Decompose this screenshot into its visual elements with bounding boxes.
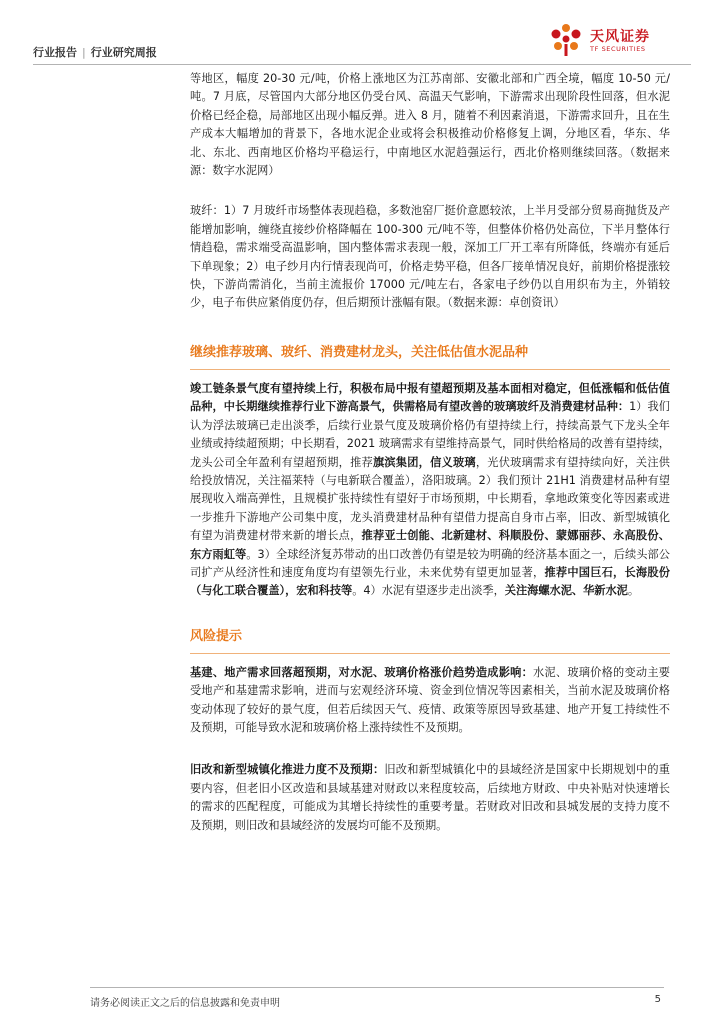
risk-paragraph-2 [190,761,670,835]
recommended-stocks-building-materials: 推荐亚士创能、北新建材、科顺股份、蒙娜丽莎、永高股份、东方雨虹等 [190,529,670,561]
report-type-label: 行业报告 [33,46,77,59]
section-divider [190,369,670,370]
risk-1-heading: 基建、地产需求回落超预期，对水泥、玻璃价格涨价趋势造成影响： [190,665,534,679]
cement-paragraph: 等地区，幅度 20-30 元/吨，价格上涨地区为江苏南部、安徽北部和广西全境，幅度 10-50 元/吨。7 月底，尽管国内大部分地区仍受台风、高温天气影响，下游需求出现阶段性回落，但水泥价格已经企稳，局部地区出现小幅反弹。进入 8 月，随着不利因素消退，下游需求回升，且在生产成本大幅增加的背景下，各地水泥企业或将会积极推动价格修复上调，分地区看，华东、华北、东北、西南地区价格均平稳运行，中南地区水泥趋强运行，西北价格则继续回落。（数据来源：数字水泥网） [190,72,670,178]
recommendation-text-1: 1）我们认为浮法玻璃已走出淡季，后续行业景气度及玻璃价格仍有望持续上行，持续高景气下龙头全年业绩或持续超预期；中长期看，2021 玻璃需求有望维持高景气，同时供给格局的改善有望持续，龙头公司全年盈利有望超预期，推荐 [190,400,670,469]
logo-chinese-name: 天风证券 [590,29,650,45]
recommendation-text-5: 。 [627,584,640,598]
recommendation-lead: 竣工链条景气度有望持续上行，积极布局中报有望超预期及基本面相对稳定，但低涨幅和低估值品种，中长期继续推荐行业下游高景气，供需格局有望改善的玻璃玻纤及消费建材品种： [190,381,670,414]
disclaimer-notice: 请务必阅读正文之后的信息披露和免责申明 [90,998,280,1009]
header-separator: | [82,46,86,59]
page-number: 5 [654,994,661,1005]
risk-paragraph-1 [190,664,670,738]
risk-2-text: 旧改和新型城镇化中的县域经济是国家中长期规划中的重要内容，但老旧小区改造和县域基建对财政以来程度较高，后续地方财政、中央补贴对快速增长的需求的匹配程度，可能成为其增长持续性的重要考量。若财政对旧改和县城发展的支持力度不及预期，则旧改和县域经济的发展均可能不及预期。 [190,763,670,832]
footer-divider [90,987,664,988]
report-category [33,44,157,60]
recommendation-text-3: 。3）全球经济复苏带动的出口改善仍有望是较为明确的经济基本面之一，后续头部公司扩产从经济性和速度角度均有望领先行业，未来优势有望更加显著， [190,547,670,579]
section-divider [190,653,670,654]
fiberglass-paragraph: 玻纤：1）7 月玻纤市场整体表现趋稳，多数池窑厂挺价意愿较浓，上半月受部分贸易商抛货及产能增加影响，缠绕直接纱价格降幅在 100-300 元/吨不等，但整体价格仍处高位，下半月整体行情趋稳，需求端受高温影响，国内整体需求表现一般，深加工厂开工率有所降低，终端亦有延后下单现象；2）电子纱月内行情表现尚可，价格走势平稳，但各厂接单情况良好，前期价格提涨较快，下游尚需消化，当前主流报价 17000 元/吨左右，各家电子纱仍以自用织布为主，外销较少，电子布供应紧俏度仍存，但后期预计涨幅有限。（数据来源：卓创资讯） [190,204,670,310]
recommended-stocks-fiberglass: 推荐中国巨石，长海股份（与化工联合覆盖），宏和科技等 [190,565,670,598]
risk-2-heading: 旧改和新型城镇化推进力度不及预期： [190,763,385,777]
risk-1-text: 水泥、玻璃价格的变动主要受地产和基建需求影响，进而与宏观经济环境、资金到位情况等因素相关，当前水泥及玻璃价格变动体现了较好的景气度，但若后续因天气、疫情、政策等原因导致基建、地产开复工持续性不及预期，可能导致水泥和玻璃价格上涨持续性不及预期。 [190,665,670,734]
company-logo [546,20,696,60]
logo-flower-icon [546,22,586,58]
recommended-stocks-cement: 关注海螺水泥、华新水泥 [504,584,628,598]
main-content [190,70,670,857]
recommendation-text-2: ，光伏玻璃需求有望持续向好，关注供给投放情况，关注福莱特（与电新联合覆盖），洛阳玻璃。2）我们预计 21H1 消费建材品种有望展现收入端高弹性，且规模扩张持续性有望好于市场预期，中长期看，拿地政策变化等因素或进一步推升下游地产公司集中度，龙头消费建材品种有望借力提高自身市占率，旧改、新型城镇化有望为消费建材带来新的增长点， [190,455,670,543]
recommended-stocks-glass: 旗滨集团，信义玻璃 [372,455,476,469]
recommendation-paragraph [190,380,670,601]
logo-english-name: TF SECURITIES [590,45,646,53]
page-header [0,0,724,70]
recommendation-section-title: 继续推荐玻璃、玻纤、消费建材龙头，关注低估值水泥品种 [190,344,529,360]
risk-section-title: 风险提示 [190,628,243,644]
report-subtype-label: 行业研究周报 [90,46,157,59]
recommendation-text-4: 。4）水泥有望逐步走出淡季， [352,584,505,598]
header-divider [33,64,691,65]
